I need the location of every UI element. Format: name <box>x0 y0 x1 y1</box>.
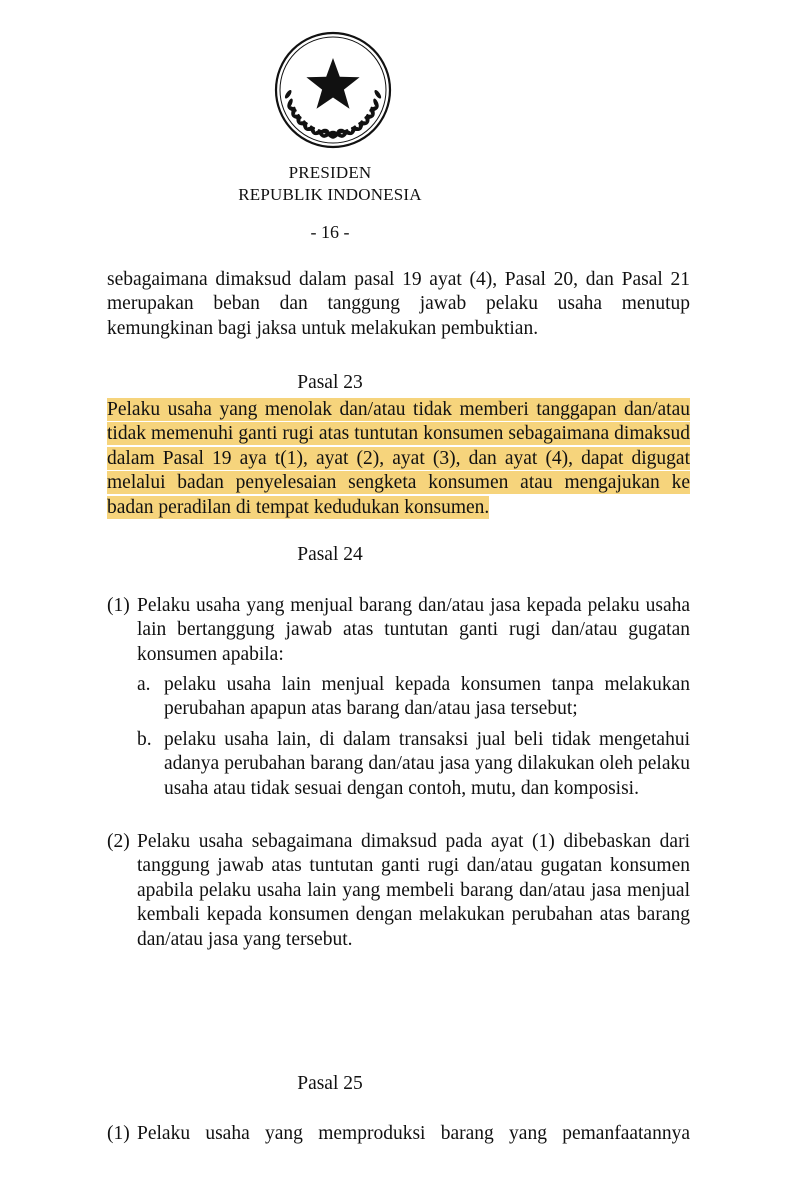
ayat-text: Pelaku usaha sebagaimana dimaksud pada ayat (1) dibebaskan dari tanggung jawab atas tuntutan ganti rugi dan/atau gugatan konsumen apabila pelaku usaha lain yang membeli barang dan/atau jasa menjual kembali kepada konsumen dengan melakukan perubahan atas barang dan/atau jasa yang tersebut. <box>137 831 690 950</box>
ayat-number: (2) <box>107 831 130 852</box>
item-letter: b. <box>137 729 152 750</box>
header-title-republik: REPUBLIK INDONESIA <box>238 185 422 204</box>
ayat-text: Pelaku usaha yang menjual barang dan/atau jasa kepada pelaku usaha lain bertanggung jawab atas tuntutan ganti rugi dan/atau gugatan konsumen apabila: <box>137 595 690 665</box>
highlighted-text: Pelaku usaha yang menolak dan/atau tidak memberi tanggapan dan/atau tidak memenuhi ganti rugi atas tuntutan konsumen sebagaimana dimaksud dalam Pasal 19 aya t(1), ayat (2), ayat (3), dan ayat (4), dapat digugat melalui badan penyelesaian sengketa konsumen atau mengajukan ke badan peradilan di tempat kedudukan konsumen. <box>107 399 690 518</box>
page-number: - 16 - <box>310 222 350 242</box>
ayat-number: (1) <box>107 595 130 616</box>
wreath-leaf <box>296 114 300 124</box>
wreath-leaf <box>373 89 382 100</box>
item-text: pelaku usaha lain, di dalam transaksi jual beli tidak mengetahui adanya perubahan barang dan/atau jasa yang dilakukan oleh pelaku usaha atau tidak sesuai dengan contoh, mutu, dan komposisi. <box>164 729 690 799</box>
garuda-star-wreath-emblem-icon <box>273 30 393 150</box>
pasal-24-title: Pasal 24 <box>297 544 363 565</box>
item-letter: a. <box>137 674 151 695</box>
item-text: pelaku usaha lain menjual kepada konsumen tanpa melakukan perubahan apapun atas barang dan/atau jasa tersebut; <box>164 674 690 720</box>
pasal-23-title: Pasal 23 <box>297 372 363 393</box>
wreath-leaf <box>284 89 293 100</box>
intro-paragraph: sebagaimana dimaksud dalam pasal 19 ayat (4), Pasal 20, dan Pasal 21 merupakan beban dan tanggung jawab pelaku usaha menutup kemungkinan bagi jaksa untuk melakukan pembuktian. <box>107 269 690 339</box>
pasal-23-paragraph <box>107 398 690 520</box>
pasal-25-title: Pasal 25 <box>297 1073 363 1094</box>
ayat-text: Pelaku usaha yang memproduksi barang yang pemanfaatannya <box>137 1123 690 1144</box>
header-title-presiden: PRESIDEN <box>288 163 372 182</box>
ayat-number: (1) <box>107 1123 130 1144</box>
